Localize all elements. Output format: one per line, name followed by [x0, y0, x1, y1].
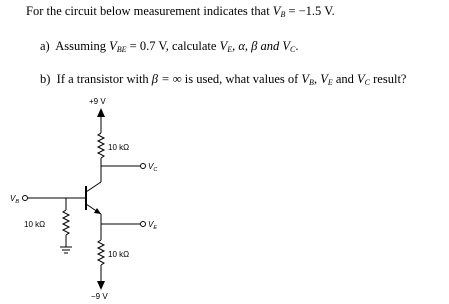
part-b-sep: ,: [313, 72, 321, 86]
part-b-text-2: is used, what values of: [184, 72, 299, 86]
re-label: 10 kΩ: [108, 250, 130, 259]
rb-label: 10 kΩ: [24, 220, 46, 229]
rc-resistor: [98, 133, 104, 158]
prompt-prefix: For the circuit below measurement indicates that: [26, 4, 270, 18]
vee-label: −9 V: [91, 292, 108, 301]
part-b-v1: V: [301, 72, 310, 86]
part-a-vc-sub: C: [290, 45, 296, 54]
part-a-ve-var: V: [219, 39, 228, 53]
part-b-marker: b): [40, 72, 51, 86]
emitter-arrow-icon: [94, 208, 101, 214]
transistor-collector: [86, 182, 101, 192]
part-a-ve-sub: E: [227, 45, 233, 54]
part-a-vc-var: V: [282, 39, 291, 53]
part-a-marker: a): [40, 39, 50, 53]
part-b-v1-sub: B: [309, 78, 314, 87]
vc-label: $V_C$: [148, 162, 158, 173]
re-resistor: [98, 240, 104, 265]
vc-terminal: [141, 164, 146, 169]
vb-label: $V_B$: [10, 194, 20, 205]
vee-arrow-icon: [97, 281, 105, 290]
part-a-targets: , α, β and: [232, 39, 283, 53]
rb-resistor: [63, 210, 69, 235]
vcc-label: +9 V: [89, 97, 106, 106]
part-b-v3-sub: C: [364, 78, 371, 87]
part-a-end: .: [295, 39, 299, 53]
part-b-beta: β = ∞: [148, 72, 185, 86]
part-a-text: Assuming: [55, 39, 106, 53]
part-b-text-1: If a transistor with: [56, 72, 149, 86]
part-b-v2-sub: E: [327, 78, 333, 87]
prompt-value: = −1.5 V.: [285, 4, 335, 18]
vb-terminal: [23, 196, 28, 201]
vcc-arrow-icon: [97, 108, 105, 117]
rc-label: 10 kΩ: [108, 143, 130, 152]
ve-terminal: [141, 222, 146, 227]
part-a-vbe-sub: BE: [116, 45, 127, 54]
part-b-v2: V: [320, 72, 328, 86]
prompt-sub: B: [280, 10, 286, 19]
part-a-vbe-value: = 0.7 V, calculate: [126, 39, 217, 53]
ve-label: $V_E$: [148, 220, 158, 231]
prompt-var: V: [272, 4, 281, 18]
part-b-v3: V: [357, 72, 365, 86]
part-b-and: and: [332, 72, 358, 86]
part-a-vbe-var: V: [109, 39, 117, 53]
part-b-end: result?: [370, 72, 407, 86]
